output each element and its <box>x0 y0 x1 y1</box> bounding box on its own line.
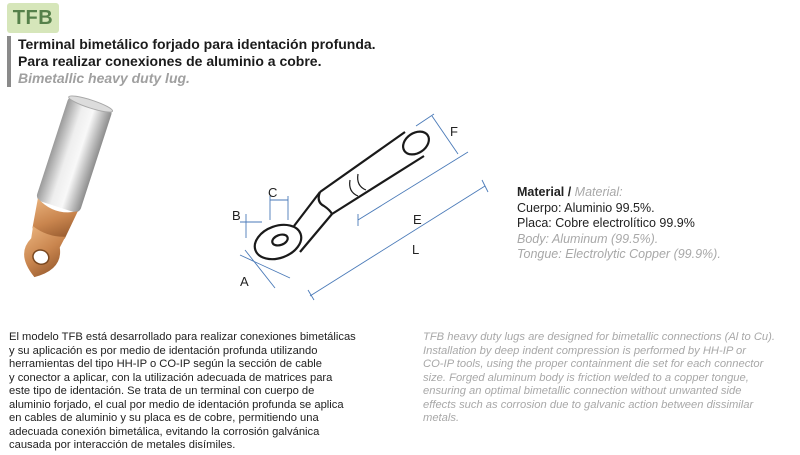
product-code-badge: TFB <box>7 3 59 33</box>
description-line: y su aplicación es por medio de identación profunda utilizando <box>9 344 318 357</box>
description-line: effects such as corrosion due to galvanic action between dissimilar <box>423 398 754 411</box>
description-line: herramientas del tipo HH-IP o CO-IP según la sección de cable <box>9 358 322 370</box>
dimension-drawing <box>220 110 500 310</box>
description-line: aluminio forjado, el cual por medio de identación profunda se aplica <box>9 398 344 411</box>
description-english <box>423 331 795 426</box>
description-line: metals. <box>423 412 460 424</box>
description-line: adecuada conexión bimetálica, evitando la corrosión galvánica <box>9 425 320 438</box>
title-english: Bimetallic heavy duty lug. <box>18 70 190 86</box>
dim-label-e: E <box>413 212 422 227</box>
material-block <box>517 185 721 263</box>
dim-label-f: F <box>450 124 458 139</box>
title-line-2: Para realizar conexiones de aluminio a cobre. <box>18 53 322 69</box>
material-body-es: Cuerpo: Aluminio 99.5%. <box>517 200 655 215</box>
material-body-en: Body: Aluminum (99.5%). <box>517 231 659 246</box>
description-line: CO-IP tools, using the proper containment die set for each connector <box>423 358 764 370</box>
tongue-ring <box>250 219 306 265</box>
description-line: este tipo de identación. Se trata de un terminal con cuerpo de <box>9 385 315 397</box>
product-photo <box>0 95 120 295</box>
dim-label-b: B <box>232 208 241 223</box>
material-tongue-es: Placa: Cobre electrolítico 99.9% <box>517 216 695 230</box>
dim-label-c: C <box>268 185 278 200</box>
description-line: y conector a aplicar, con la utilización adecuada de matrices para <box>9 371 333 384</box>
description-line: en cables de aluminio y su placa es de cobre, permitiendo una <box>9 412 319 424</box>
description-line: causada por interacción de metales disímiles. <box>9 439 236 451</box>
description-line: Installation by deep indent compression is performed by HH-IP or <box>423 344 746 357</box>
description-line: El modelo TFB está desarrollado para realizar conexiones bimetálicas <box>9 331 356 343</box>
material-heading-es: Material <box>517 185 565 199</box>
description-line: ensuring an optimal bimetallic connection without unwanted side <box>423 385 742 397</box>
dim-label-a: A <box>240 274 249 289</box>
description-line: size. Forged aluminum body is friction welded to a copper tongue, <box>423 371 749 384</box>
description-spanish <box>9 331 379 453</box>
title-block <box>7 36 376 87</box>
title-line-1: Terminal bimetálico forjado para identación profunda. <box>18 36 376 52</box>
material-heading-en: Material: <box>574 185 623 199</box>
material-tongue-en: Tongue: Electrolytic Copper (99.9%). <box>517 247 721 261</box>
dim-label-l: L <box>412 242 420 257</box>
material-heading <box>517 185 721 201</box>
material-heading-separator: / <box>564 185 575 199</box>
tongue-hole <box>271 233 289 248</box>
description-line: TFB heavy duty lugs are designed for bimetallic connections (Al to Cu). <box>423 331 775 343</box>
lug-barrel <box>320 132 424 214</box>
